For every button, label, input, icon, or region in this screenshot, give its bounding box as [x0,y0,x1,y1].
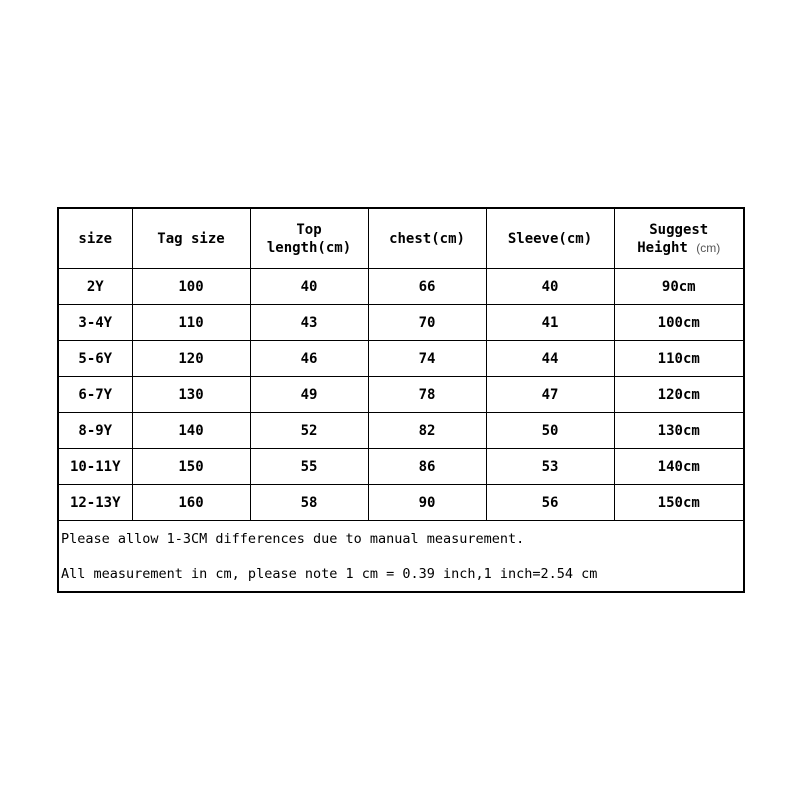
cell-tag-size: 100 [132,269,250,305]
header-height-unit: (cm) [696,240,721,255]
cell-sleeve: 41 [486,305,614,341]
cell-height: 120cm [614,377,744,413]
cell-height: 150cm [614,485,744,521]
table-row [58,449,744,485]
cell-tag-size: 130 [132,377,250,413]
cell-size: 12-13Y [58,485,132,521]
header-tag-size: Tag size [132,208,250,269]
header-top-length-line2: length(cm) [266,239,352,256]
cell-top-length: 52 [250,413,368,449]
table-row [58,269,744,305]
size-chart-table [57,207,745,593]
cell-chest: 74 [368,341,486,377]
cell-height: 130cm [614,413,744,449]
cell-top-length: 43 [250,305,368,341]
cell-size: 8-9Y [58,413,132,449]
header-sleeve: Sleeve(cm) [486,208,614,269]
cell-chest: 90 [368,485,486,521]
table-notes [58,521,744,593]
cell-chest: 86 [368,449,486,485]
cell-chest: 66 [368,269,486,305]
cell-height: 140cm [614,449,744,485]
cell-top-length: 49 [250,377,368,413]
cell-tag-size: 150 [132,449,250,485]
cell-top-length: 58 [250,485,368,521]
cell-chest: 82 [368,413,486,449]
header-size: size [58,208,132,269]
cell-tag-size: 110 [132,305,250,341]
header-top-length [250,208,368,269]
cell-top-length: 40 [250,269,368,305]
table-header [58,208,744,269]
cell-tag-size: 160 [132,485,250,521]
cell-chest: 70 [368,305,486,341]
table-row [58,341,744,377]
note-manual-measurement: Please allow 1-3CM differences due to manual measurement. [58,521,744,557]
cell-size: 5-6Y [58,341,132,377]
header-height-line1: Suggest [649,221,709,238]
cell-size: 10-11Y [58,449,132,485]
table-body [58,269,744,521]
cell-tag-size: 140 [132,413,250,449]
header-suggest-height [614,208,744,269]
cell-size: 6-7Y [58,377,132,413]
cell-chest: 78 [368,377,486,413]
cell-sleeve: 40 [486,269,614,305]
table-row [58,377,744,413]
cell-sleeve: 50 [486,413,614,449]
cell-height: 100cm [614,305,744,341]
header-height-line2: Height [637,239,688,256]
table-row [58,413,744,449]
cell-height: 110cm [614,341,744,377]
header-chest: chest(cm) [368,208,486,269]
note-row [58,556,744,592]
note-unit-conversion: All measurement in cm, please note 1 cm = 0.39 inch,1 inch=2.54 cm [58,556,744,592]
cell-sleeve: 44 [486,341,614,377]
cell-size: 2Y [58,269,132,305]
header-row [58,208,744,269]
table-row [58,305,744,341]
cell-sleeve: 56 [486,485,614,521]
header-top-length-line1: Top [296,221,322,238]
cell-sleeve: 53 [486,449,614,485]
cell-top-length: 46 [250,341,368,377]
cell-top-length: 55 [250,449,368,485]
cell-sleeve: 47 [486,377,614,413]
cell-size: 3-4Y [58,305,132,341]
cell-tag-size: 120 [132,341,250,377]
table-row [58,485,744,521]
cell-height: 90cm [614,269,744,305]
note-row [58,521,744,557]
